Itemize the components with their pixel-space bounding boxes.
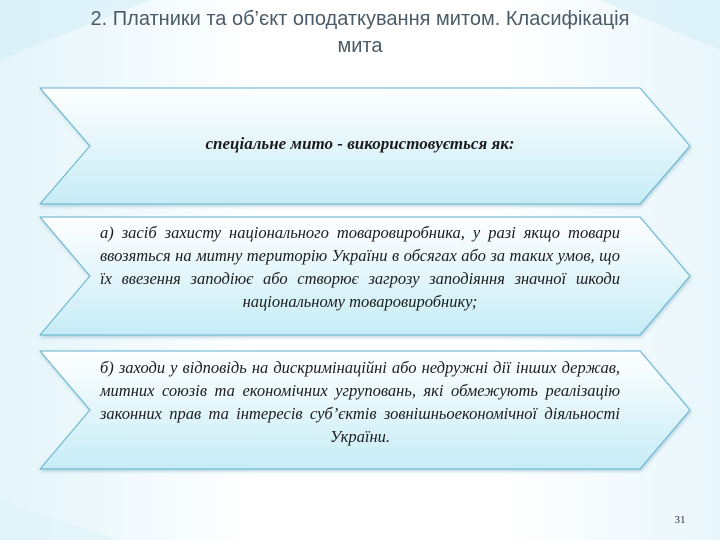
box-2-text: а) засіб захисту національного товаровиробника, у разі якщо товари ввозяться на митну територію України в обсягах або за таких умов, що їх ввезення заподіює або створює загрозу заподіяння значної шкоди національному товаровиробнику;	[100, 223, 620, 311]
box-3-text: б) заходи у відповідь на дискримінаційні або недружні дії інших держав, митних союзів та економічних угруповань, які обмежують реалізацію законних прав та інтересів суб’єктів зовнішньоекономічної діяльності України.	[100, 358, 620, 446]
page-number: 31	[674, 514, 686, 526]
box-1-text: спеціальне мито - використовується як:	[205, 134, 515, 153]
slide-title: 2. Платники та об’єкт оподаткування митом. Класифікація мита	[90, 8, 630, 57]
